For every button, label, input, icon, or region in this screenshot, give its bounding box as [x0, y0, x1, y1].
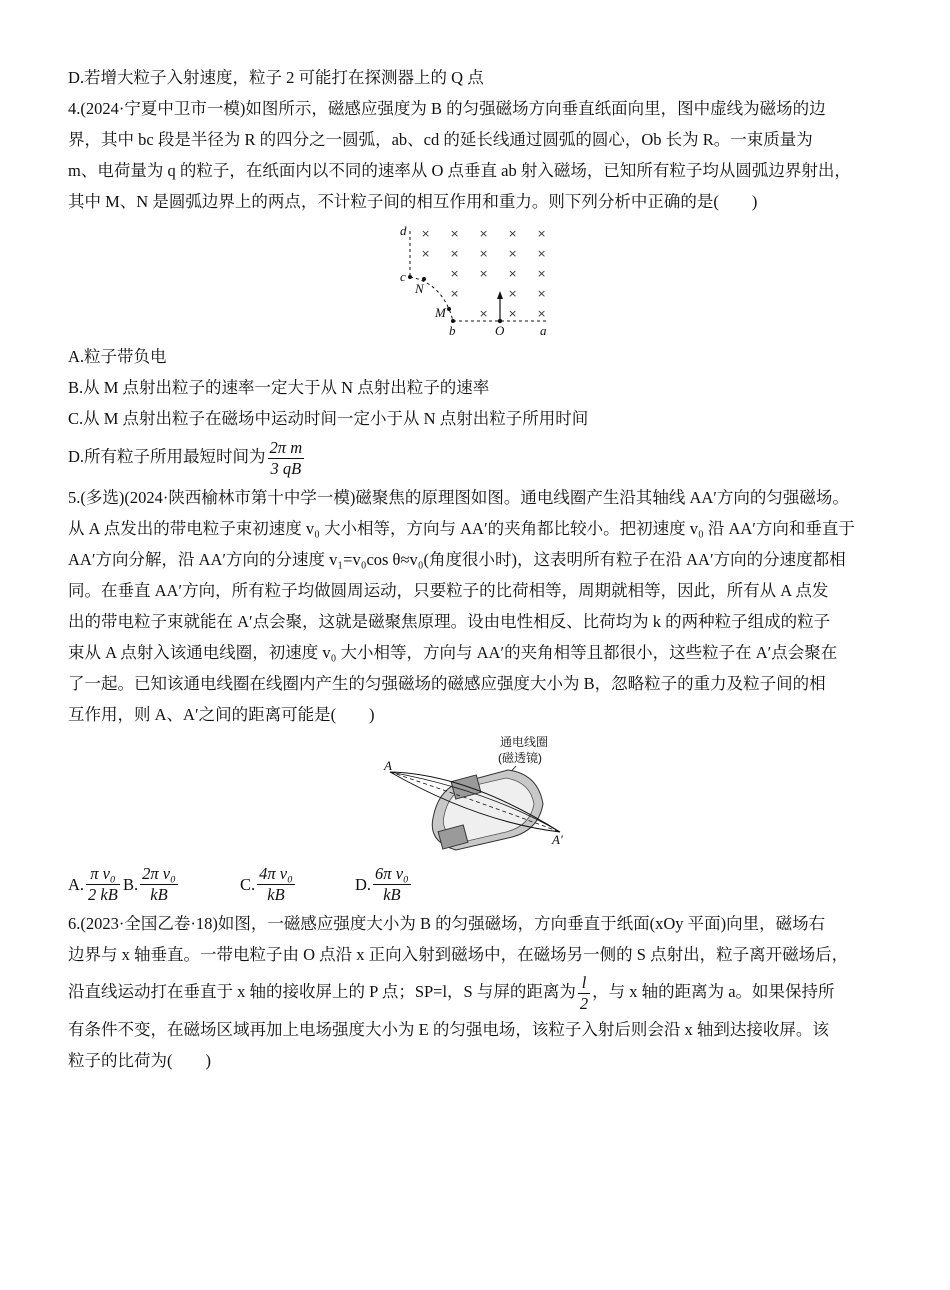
field-cross: ×: [479, 227, 489, 240]
q5-stem-line1: 5.(多选)(2024·陕西榆林市第十中学一模)磁聚焦的原理图如图。通电线圈产生沿其轴线 AA′方向的匀强磁场。: [68, 488, 849, 507]
q5-option-b-den: kB: [150, 884, 168, 904]
q5-option-a-den: 2 kB: [88, 884, 118, 904]
field-cross: ×: [537, 287, 547, 300]
q5-option-d: [355, 864, 413, 905]
page-content: [68, 62, 898, 1076]
q5-option-c-fraction: [257, 864, 295, 905]
field-cross: ×: [537, 247, 547, 260]
q5-option-c-letter: C.: [240, 874, 256, 894]
field-cross: ×: [537, 307, 547, 320]
label-b: b: [449, 323, 456, 337]
field-cross: ×: [537, 267, 547, 280]
q6-fraction: [578, 973, 590, 1014]
label-d: d: [400, 223, 407, 238]
q5-option-d-num: 6π v₀: [375, 863, 409, 883]
q5-option-c-num: 4π v₀: [259, 863, 293, 883]
coil-label-sub: (磁透镜): [498, 751, 542, 765]
q5-option-d-fraction: [373, 864, 411, 905]
field-cross: ×: [421, 247, 431, 260]
label-M: M: [435, 305, 446, 320]
q4-stem-line2: 界，其中 bc 段是半径为 R 的四分之一圆弧，ab、cd 的延长线通过圆弧的圆心，Ob 长为 R。一束质量为: [68, 130, 813, 149]
q4-magnetic-field-diagram: [68, 221, 898, 337]
q5-option-b-letter: B.: [123, 874, 139, 894]
q4-option-c: C.从 M 点射出粒子在磁场中运动时间一定小于从 N 点射出粒子所用时间: [68, 409, 589, 428]
q6-fraction-num: l: [578, 973, 590, 994]
q5-figure: [68, 734, 898, 856]
field-cross: ×: [508, 287, 518, 300]
point-A: A: [384, 758, 392, 773]
label-O: O: [495, 323, 505, 337]
field-cross: ×: [537, 227, 547, 240]
q5-option-a-fraction: [86, 864, 120, 905]
q6-stem-line3a: 沿直线运动打在垂直于 x 轴的接收屏上的 P 点；SP=l，S 与屏的距离为: [68, 982, 576, 1001]
q5-option-a-letter: A.: [68, 874, 85, 894]
q5-option-d-den: kB: [383, 884, 401, 904]
field-cross: ×: [479, 307, 489, 320]
q5-option-b-fraction: [140, 864, 178, 905]
q5-options: [68, 860, 898, 908]
q4-option-b: B.从 M 点射出粒子的速率一定大于从 N 点射出粒子的速率: [68, 378, 490, 397]
field-cross: ×: [508, 227, 518, 240]
label-c: c: [400, 269, 406, 284]
label-a: a: [540, 323, 547, 337]
q6-fraction-den: 2: [579, 993, 589, 1013]
q3-option-d: D.若增大粒子入射速度，粒子 2 可能打在探测器上的 Q 点: [68, 68, 484, 87]
field-cross: ×: [508, 267, 518, 280]
q6-stem-line3: [68, 970, 898, 1014]
q6-stem-line1: 6.(2023·全国乙卷·18)如图，一磁感应强度大小为 B 的匀强磁场，方向垂直于纸面(xOy 平面)向里，磁场右: [68, 914, 826, 933]
field-cross: ×: [508, 247, 518, 260]
q4-figure: [68, 221, 898, 337]
q5-magnetic-lens-diagram: [68, 734, 898, 856]
q5-option-d-letter: D.: [355, 874, 372, 894]
point-A-prime: A′: [552, 832, 563, 847]
q4-option-d-fraction: [268, 438, 305, 479]
q5-option-b-num: 2π v₀: [142, 863, 176, 883]
q5-stem-line4: 同。在垂直 AA′方向，所有粒子均做圆周运动，只要粒子的比荷相等，周期就相等，因此，所有从 A 点发: [68, 581, 829, 600]
q5-stem-line8: 互作用，则 A、A′之间的距离可能是( ): [68, 705, 375, 724]
field-cross: ×: [450, 227, 460, 240]
q5-stem-line3: AA′方向分解，沿 AA′方向的分速度 v₁=v₀cos θ≈v₀(角度很小时)，这表明所有粒子在沿 AA′方向的分速度都相: [68, 550, 846, 569]
q4-stem-line3: m、电荷量为 q 的粒子，在纸面内以不同的速率从 O 点垂直 ab 射入磁场，已知所有粒子均从圆弧边界射出，: [68, 161, 851, 180]
q4-stem-line4: 其中 M、N 是圆弧边界上的两点，不计粒子间的相互作用和重力。则下列分析中正确的是( ): [68, 192, 758, 211]
q5-option-c-den: kB: [267, 884, 285, 904]
q6-stem-line2: 边界与 x 轴垂直。一带电粒子由 O 点沿 x 正向入射到磁场中，在磁场另一侧的 S 点射出，粒子离开磁场后，: [68, 945, 849, 964]
q6-stem-line4: 有条件不变，在磁场区域再加上电场强度大小为 E 的匀强电场，该粒子入射后则会沿 x 轴到达接收屏。该: [68, 1020, 829, 1039]
field-cross: ×: [421, 227, 431, 240]
q4-stem-line1: 4.(2024·宁夏中卫市一模)如图所示，磁感应强度为 B 的匀强磁场方向垂直纸面向里，图中虚线为磁场的边: [68, 99, 826, 118]
q5-stem-line7: 了一起。已知该通电线圈在线圈内产生的匀强磁场的磁感应强度大小为 B，忽略粒子的重力及粒子间的相: [68, 674, 826, 693]
q4-option-d-prefix: D.所有粒子所用最短时间为: [68, 447, 266, 466]
q5-stem-line5: 出的带电粒子束就能在 A′点会聚，这就是磁聚焦原理。设由电性相反、比荷均为 k 的两种粒子组成的粒子: [68, 612, 831, 631]
q5-stem-line6: 束从 A 点射入该通电线圈，初速度 v₀ 大小相等，方向与 AA′的夹角相等且都很小，这些粒子在 A′点会聚在: [68, 643, 838, 662]
field-cross: ×: [479, 267, 489, 280]
q6-stem-line3b: ，与 x 轴的距离为 a。如果保持所: [592, 982, 835, 1001]
field-cross: ×: [450, 267, 460, 280]
q4-option-a: A.粒子带负电: [68, 347, 167, 366]
coil-label: 通电线圈: [500, 735, 549, 749]
field-cross: ×: [450, 287, 460, 300]
label-N: N: [415, 281, 424, 296]
q5-option-b: [123, 864, 240, 905]
q5-option-c: [240, 864, 355, 905]
q4-option-d: [68, 434, 898, 480]
field-cross: ×: [508, 307, 518, 320]
q4-option-d-num: 2π m: [269, 437, 303, 457]
q5-stem-line2: 从 A 点发出的带电粒子束初速度 v₀ 大小相等，方向与 AA′的夹角都比较小。把初速度 v₀ 沿 AA′方向和垂直于: [68, 519, 855, 538]
q5-option-a-num: π v₀: [86, 864, 120, 885]
q5-option-a: [68, 864, 123, 905]
field-cross: ×: [479, 247, 489, 260]
field-cross: ×: [450, 247, 460, 260]
q6-stem-line5: 粒子的比荷为( ): [68, 1051, 211, 1070]
q4-option-d-den: 3 qB: [270, 458, 302, 478]
